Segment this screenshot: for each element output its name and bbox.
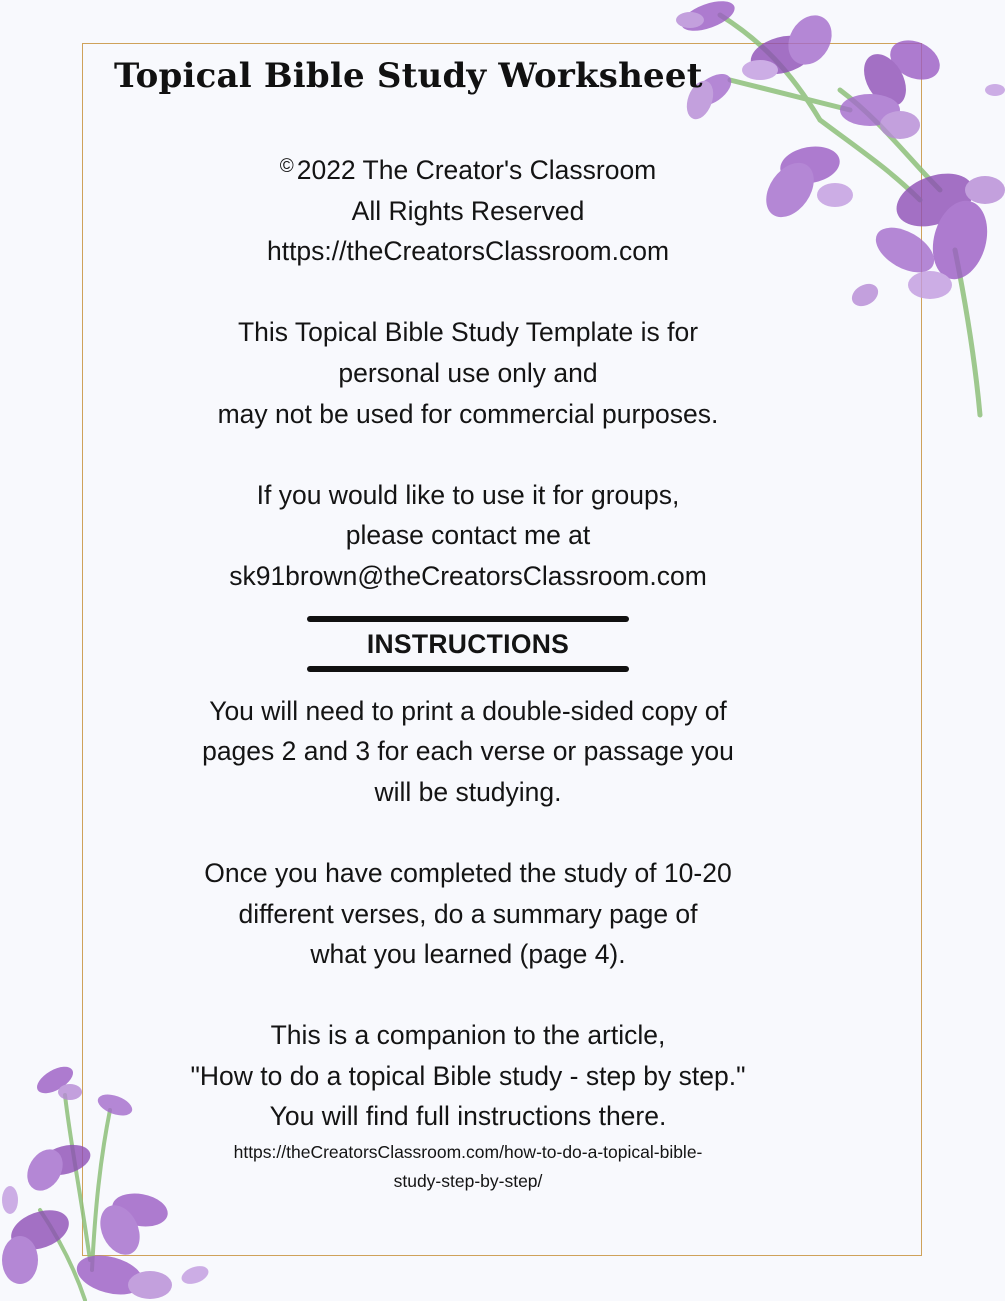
rights-reserved: All Rights Reserved [351,195,585,226]
instructions-p2-line3: what you learned (page 4). [310,939,626,970]
usage-line-1: This Topical Bible Study Template is for [237,317,699,348]
instructions-p2-line2: different verses, do a summary page of [238,898,698,929]
main-content [0,147,936,1195]
divider-bottom [307,666,629,672]
usage-line-2: personal use only and [338,357,598,388]
instructions-p3-line3: You will find full instructions there. [269,1101,667,1132]
website-url: https://theCreatorsClassroom.com [266,236,670,267]
instructions-p1-line1: You will need to print a double-sided copy of [209,695,727,726]
instructions-p1-line2: pages 2 and 3 for each verse or passage you [202,736,734,767]
article-url-line1[interactable]: https://theCreatorsClassroom.com/how-to-do-a-topical-bible- [233,1142,703,1163]
instructions-heading: INSTRUCTIONS [366,628,570,659]
copyright-line [0,147,936,191]
instructions-header [0,616,936,672]
copyright-text: 2022 The Creator's Classroom [296,155,657,185]
usage-line-3: may not be used for commercial purposes. [217,398,719,429]
instructions-p3-line2: "How to do a topical Bible study - step by step." [190,1060,746,1091]
instructions-p3-line1: This is a companion to the article, [270,1020,666,1051]
copyright-symbol: © [279,156,294,177]
page-title: Topical Bible Study Worksheet [114,56,703,96]
instructions-p2-line1: Once you have completed the study of 10-20 [204,857,732,888]
contact-line-2: please contact me at [345,520,591,551]
article-url-line2[interactable]: study-step-by-step/ [393,1171,543,1192]
instructions-p1-line3: will be studying. [374,776,562,807]
contact-line-1: If you would like to use it for groups, [256,479,680,510]
contact-email: sk91brown@theCreatorsClassroom.com [229,560,707,591]
